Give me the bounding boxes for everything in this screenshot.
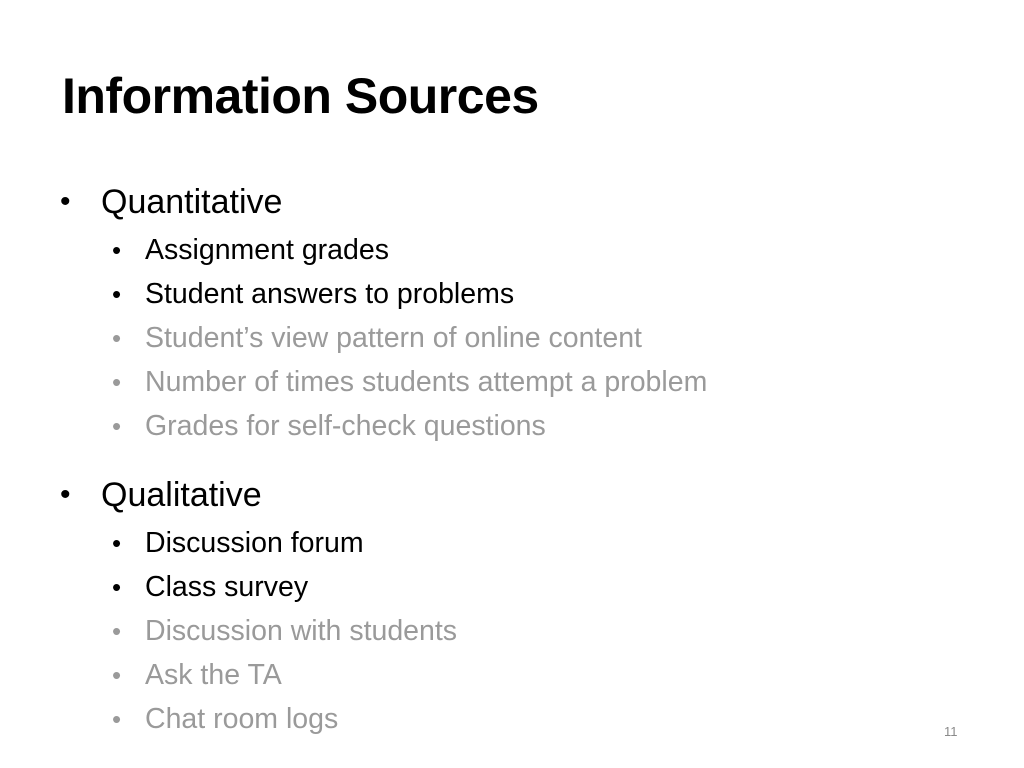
bullet-icon: • bbox=[112, 367, 122, 397]
bullet-icon: • bbox=[112, 323, 122, 353]
list-item-text: Discussion with students bbox=[145, 615, 458, 647]
page-number: 11 bbox=[944, 724, 958, 739]
bullet-icon: • bbox=[60, 185, 71, 218]
list-item-text: Student answers to problems bbox=[145, 278, 515, 310]
bullet-icon: • bbox=[112, 279, 122, 309]
list-item-text: Chat room logs bbox=[145, 703, 339, 735]
bullet-icon: • bbox=[112, 411, 122, 441]
slide-title: Information Sources bbox=[62, 68, 539, 124]
list-item-text: Ask the TA bbox=[145, 659, 282, 691]
section-label: Quantitative bbox=[101, 183, 283, 221]
list-item-text: Discussion forum bbox=[145, 527, 364, 559]
list-item-text: Number of times students attempt a problem bbox=[145, 366, 708, 398]
bullet-icon: • bbox=[112, 572, 122, 602]
bullet-icon: • bbox=[112, 704, 122, 734]
list-item-text: Student’s view pattern of online content bbox=[145, 322, 642, 354]
bullet-icon: • bbox=[112, 616, 122, 646]
list-item-text: Assignment grades bbox=[145, 234, 389, 266]
list-item-text: Grades for self-check questions bbox=[145, 410, 546, 442]
section-label: Qualitative bbox=[101, 476, 262, 514]
bullet-icon: • bbox=[112, 660, 122, 690]
bullet-icon: • bbox=[112, 528, 122, 558]
list-item-text: Class survey bbox=[145, 571, 309, 603]
bullet-icon: • bbox=[112, 235, 122, 265]
bullet-icon: • bbox=[60, 478, 71, 511]
